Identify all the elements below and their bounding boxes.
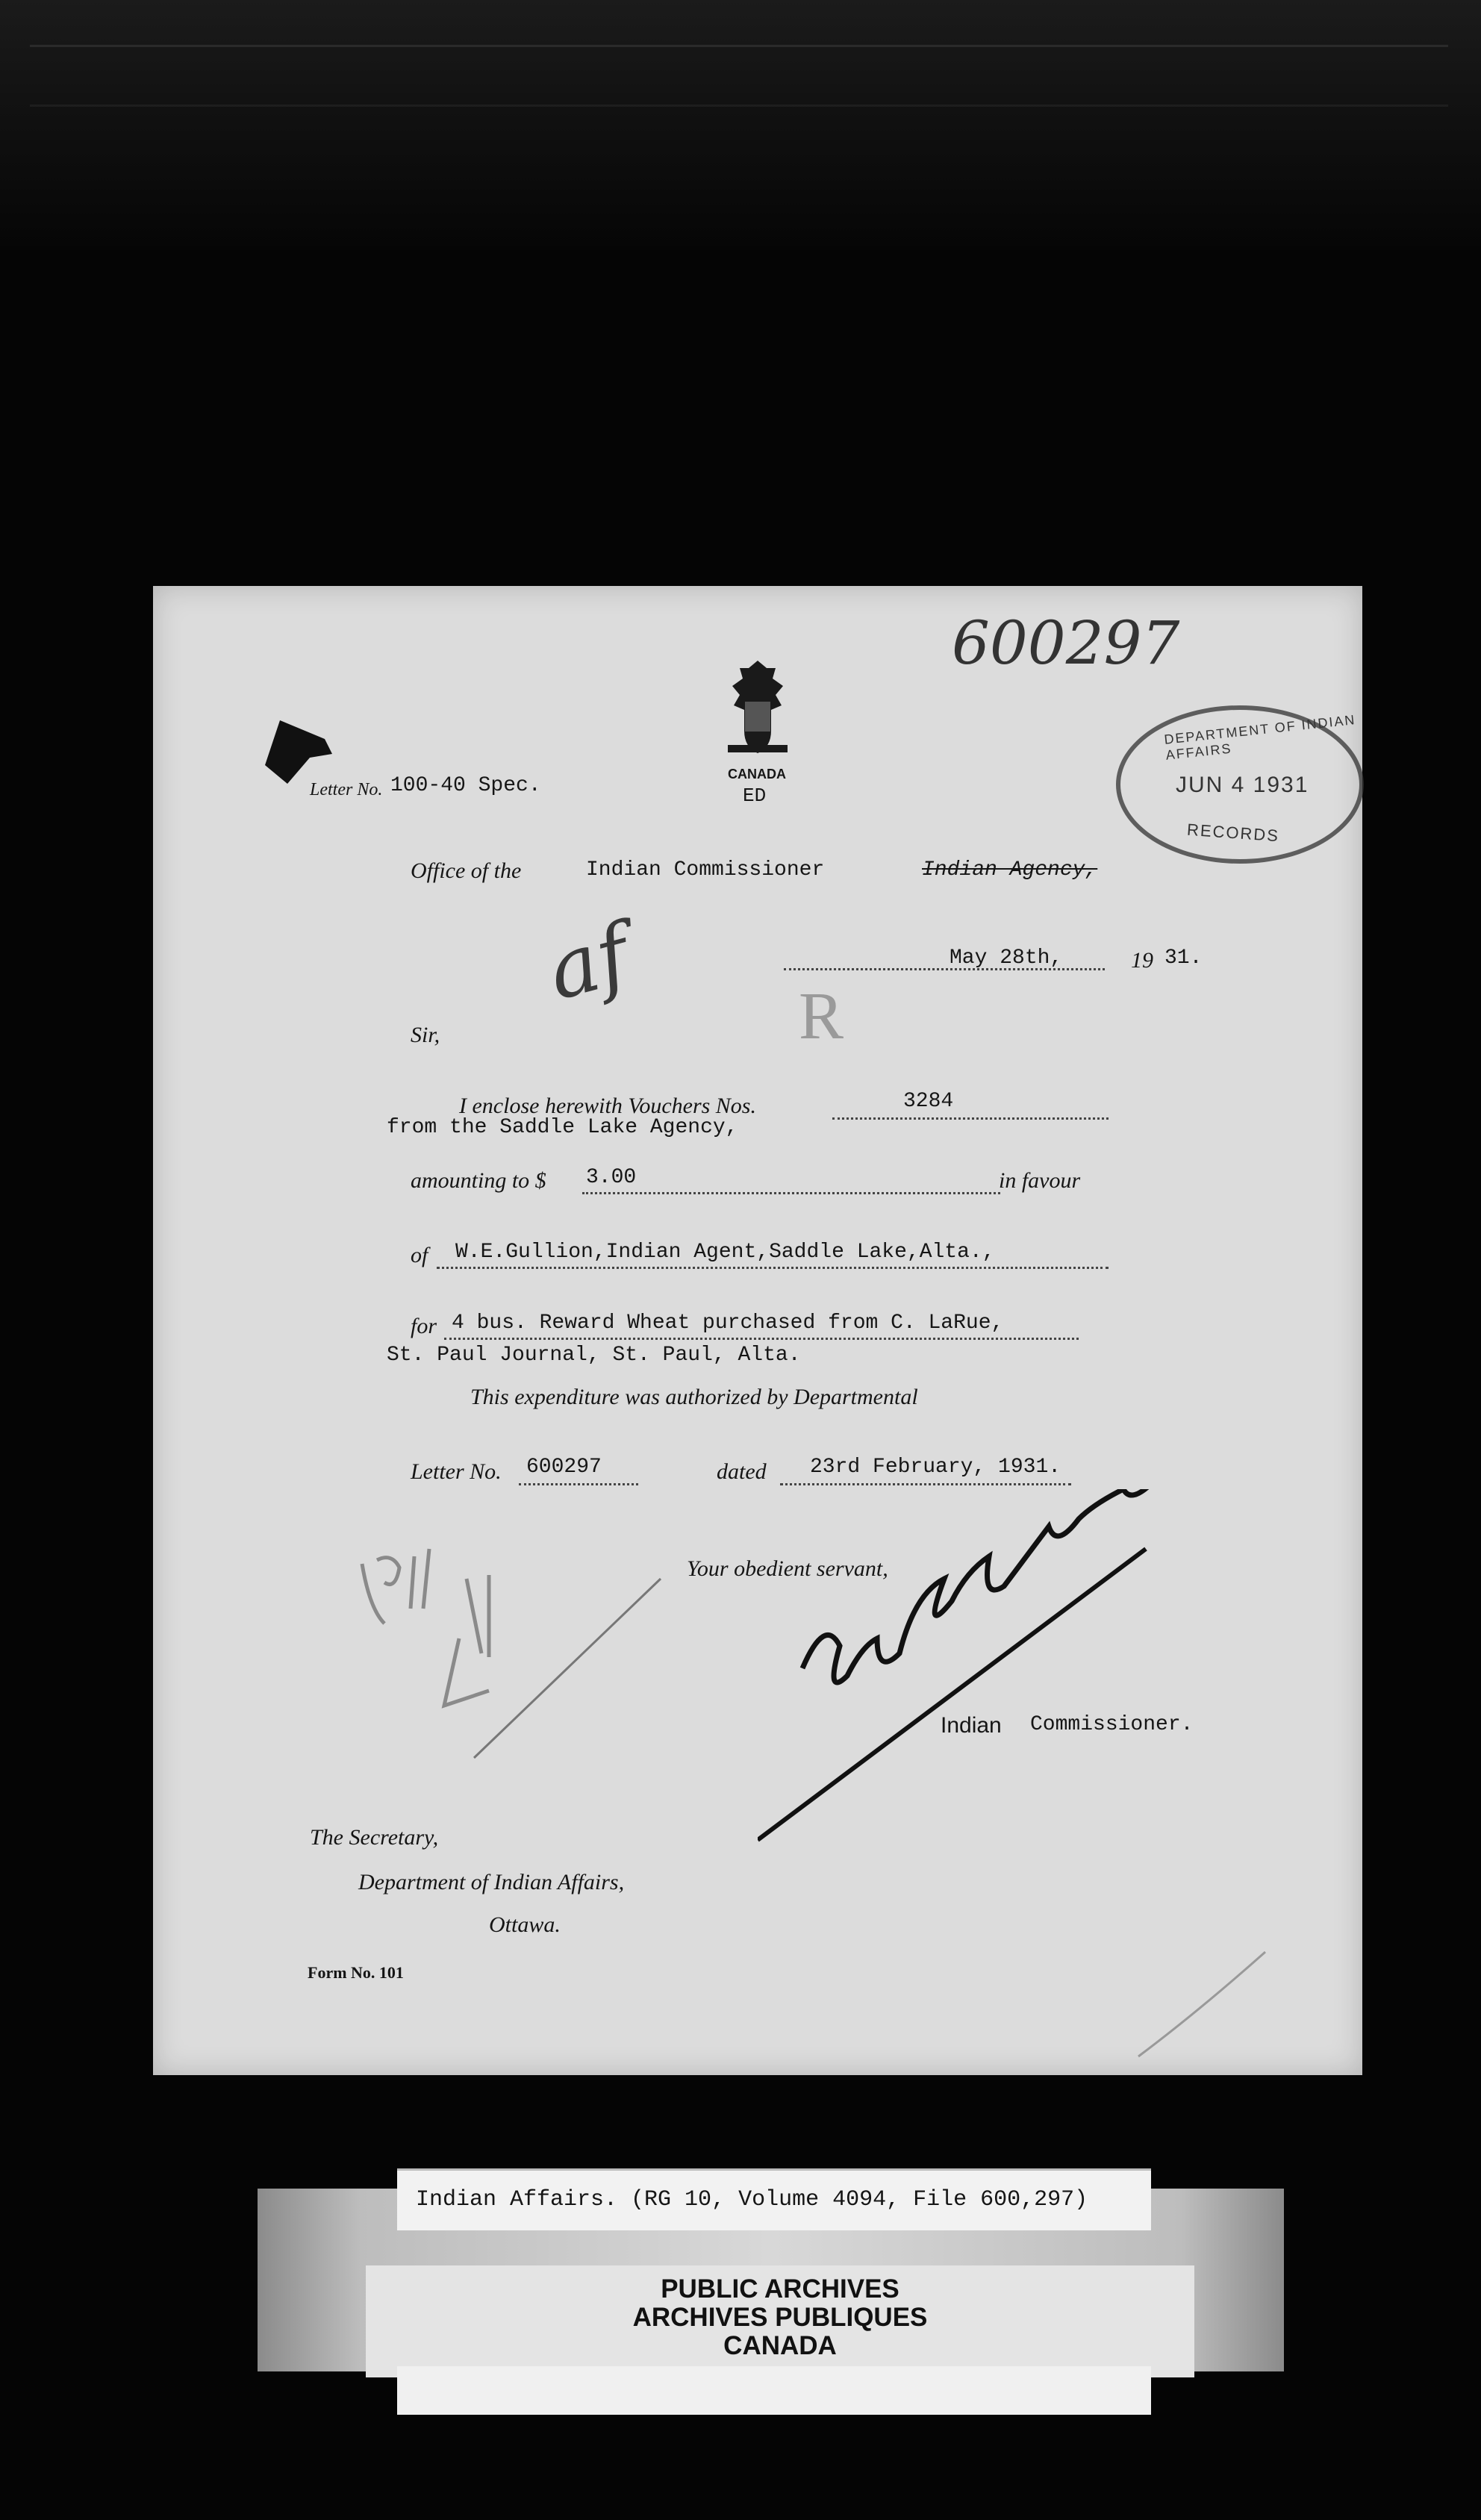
closing: Your obedient servant,: [687, 1556, 888, 1581]
payee-line: [437, 1267, 1109, 1269]
archive-reference: Indian Affairs. (RG 10, Volume 4094, File 600,297): [416, 2187, 1088, 2212]
stamp-records-text: RECORDS: [1186, 820, 1280, 846]
dated-label: dated: [717, 1459, 767, 1484]
amount-line: [582, 1192, 1000, 1194]
stamp-letter: R: [799, 979, 844, 1053]
of-label: of: [411, 1243, 428, 1267]
crest-caption: CANADA: [728, 767, 786, 782]
film-scratch: [30, 105, 1448, 107]
signature-title-suffix: Commissioner.: [1030, 1713, 1194, 1736]
date-value: May 28th,: [950, 946, 1063, 970]
handwritten-initials: af: [537, 905, 640, 1019]
for-label: for: [411, 1314, 437, 1338]
pencil-stroke: [1131, 1944, 1280, 2064]
reference-letter-label: Letter No.: [411, 1459, 502, 1484]
purpose-line2: St. Paul Journal, St. Paul, Alta.: [387, 1344, 801, 1367]
authorized-text: This expenditure was authorized by Departmental: [470, 1385, 918, 1409]
reference-letter-value: 600297: [526, 1456, 602, 1479]
office-label: Office of the: [411, 858, 522, 883]
letter-number-value: 100-40 Spec.: [390, 774, 541, 797]
canada-crest-icon: [717, 657, 799, 761]
letter-number-label: Letter No.: [310, 780, 383, 799]
dated-value: 23rd February, 1931.: [810, 1456, 1061, 1479]
archive-line3: CANADA: [723, 2331, 837, 2360]
archive-label-bottom: [397, 2366, 1151, 2415]
purpose-line1: 4 bus. Reward Wheat purchased from C. LaRue,: [452, 1312, 1004, 1335]
archive-line1: PUBLIC ARCHIVES: [661, 2274, 899, 2304]
pencil-annotation: [347, 1534, 668, 1788]
stamp-department-text: DEPARTMENT OF INDIAN AFFAIRS: [1163, 711, 1357, 763]
archive-line2: ARCHIVES PUBLIQUES: [632, 2303, 928, 2332]
crest-subtext: ED: [743, 785, 767, 807]
reference-letter-line: [519, 1483, 638, 1485]
archive-reference-label: [397, 2168, 1151, 2230]
office-struck-text: Indian Agency,: [922, 858, 1098, 882]
office-value: Indian Commissioner: [586, 858, 825, 882]
date-year-prefix: 19: [1131, 948, 1153, 973]
payee: W.E.Gullion,Indian Agent,Saddle Lake,Alta.,: [455, 1241, 995, 1264]
amount-value: 3.00: [586, 1166, 637, 1189]
film-scratch: [30, 45, 1448, 47]
voucher-number: 3284: [903, 1090, 954, 1113]
favour-label: in favour: [999, 1168, 1081, 1193]
signature: [758, 1489, 1176, 1855]
form-number: Form No. 101: [308, 1963, 404, 1982]
dated-line: [780, 1483, 1071, 1485]
date-year: 31.: [1164, 946, 1203, 970]
recipient-line2: Department of Indian Affairs,: [358, 1870, 625, 1894]
signature-title-prefix: Indian: [941, 1713, 1002, 1738]
purpose-line: [444, 1338, 1079, 1340]
amount-label: amounting to $: [411, 1168, 546, 1193]
stamp-date: JUN 4 1931: [1176, 773, 1309, 797]
handwritten-file-number: 600297: [952, 608, 1180, 678]
salutation: Sir,: [411, 1023, 440, 1047]
agency-line: from the Saddle Lake Agency,: [387, 1116, 738, 1139]
recipient-line3: Ottawa.: [489, 1912, 561, 1937]
film-header-band: [0, 0, 1481, 246]
recipient-line1: The Secretary,: [310, 1825, 439, 1850]
enclose-text: I enclose herewith Vouchers Nos.: [459, 1094, 756, 1118]
voucher-line: [832, 1117, 1109, 1120]
letter-document: [153, 586, 1362, 2075]
